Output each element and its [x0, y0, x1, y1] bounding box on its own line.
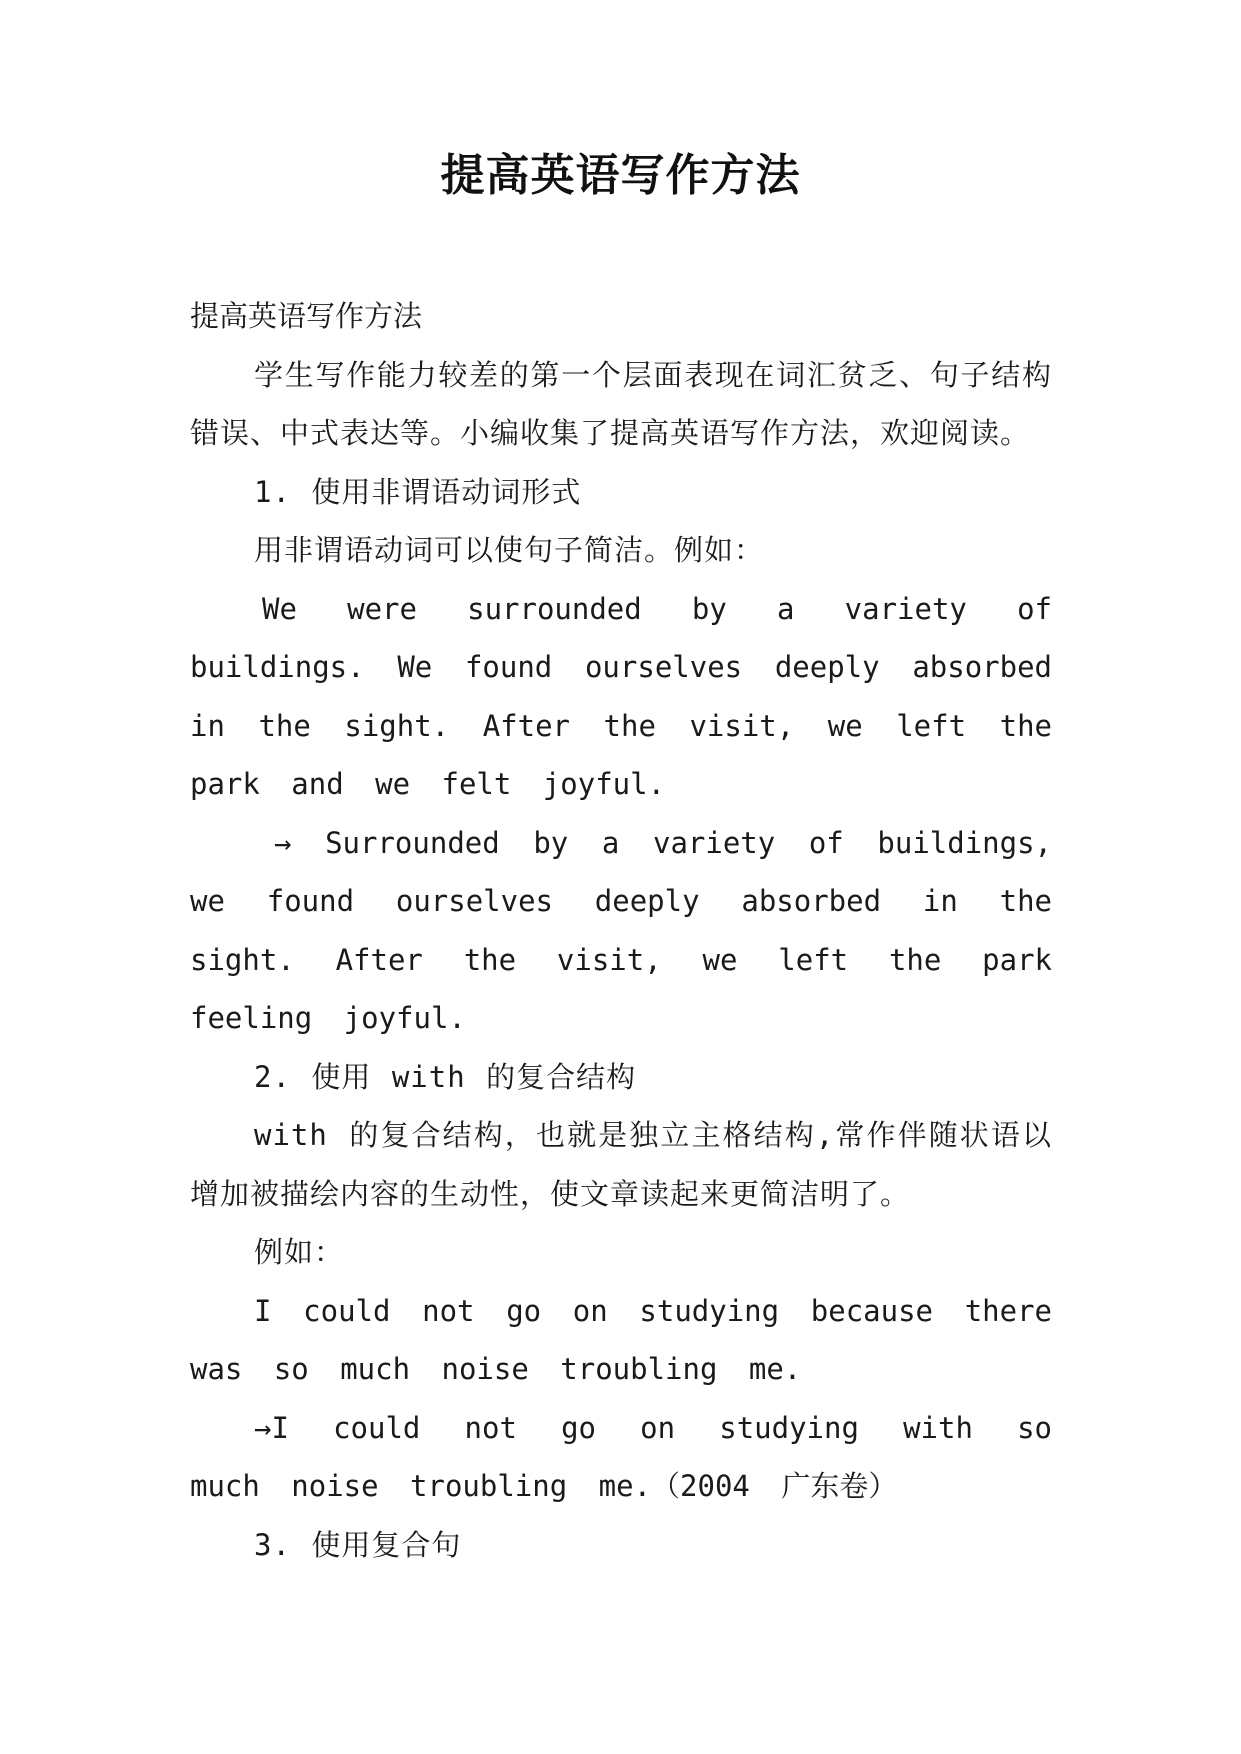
section-heading-3: 3. 使用复合句	[254, 1527, 462, 1562]
paragraph-intro: 学生写作能力较差的第一个层面表现在词汇贫乏、句子结构错误、中式表达等。小编收集了提高英语写作方法，欢迎阅读。	[190, 357, 1052, 450]
paragraph-example-2-revised: →I could not go on studying with so much noise troubling me.（2004 广东卷）	[190, 1410, 1052, 1503]
section-heading-2: 2. 使用 with 的复合结构	[254, 1059, 637, 1094]
section-heading-1: 1. 使用非谓语动词形式	[254, 474, 582, 509]
document-title: 提高英语写作方法	[440, 150, 801, 201]
paragraph-section-2: with 的复合结构，也就是独立主格结构,常作伴随状语以增加被描绘内容的生动性，使文章读起来更简洁明了。	[190, 1118, 1052, 1211]
paragraph-example-2: I could not go on studying because there was so much noise troubling me.	[190, 1293, 1052, 1386]
document-body	[190, 287, 1052, 1574]
paragraph-example-label: 例如：	[254, 1235, 345, 1269]
paragraph-heading: 提高英语写作方法	[190, 299, 423, 333]
paragraph-example-1: We were surrounded by a variety of buildings. We found ourselves deeply absorbed in the sight. After the visit, we left the park and we felt joyful.	[190, 591, 1052, 801]
paragraph-example-1-revised: → Surrounded by a variety of buildings, we found ourselves deeply absorbed in the sight. After the visit, we left the park feeling joyful.	[190, 825, 1052, 1035]
paragraph-section-1: 用非谓语动词可以使句子简洁。例如：	[254, 533, 765, 567]
